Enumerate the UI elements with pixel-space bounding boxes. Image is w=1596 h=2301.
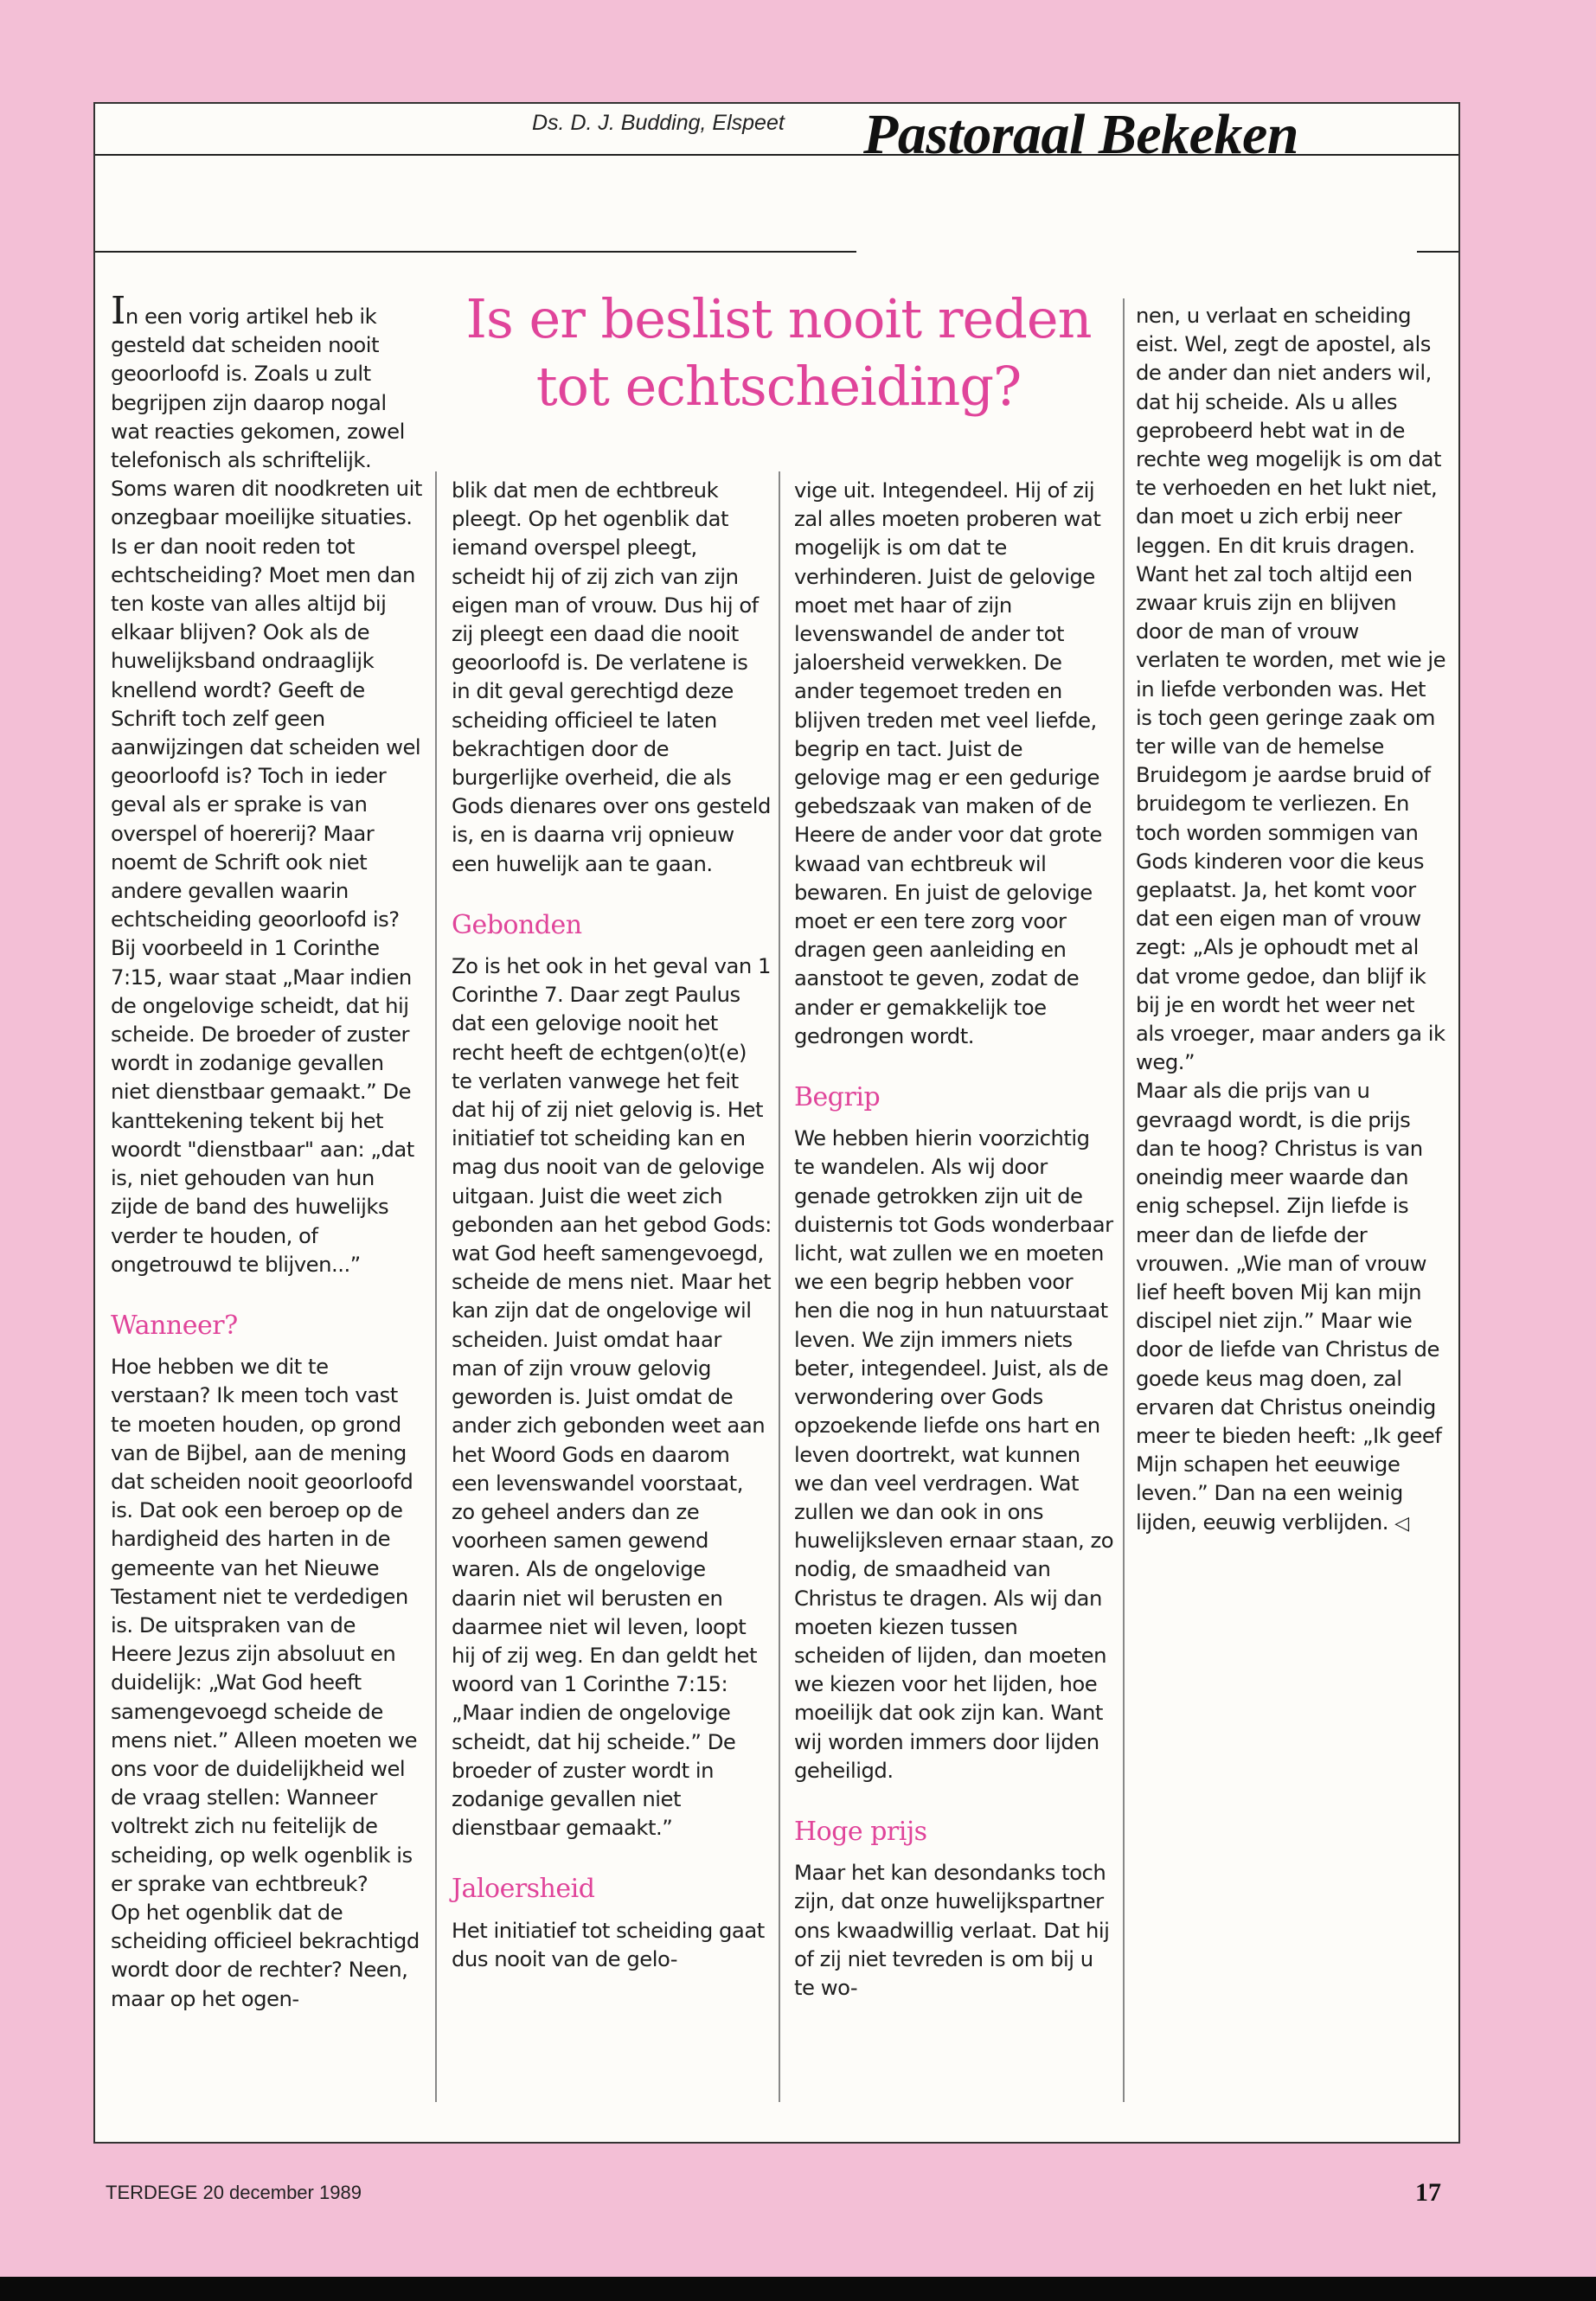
- paragraph: Zo is het ook in het geval van 1 Corinthe 7. Daar zegt Paulus dat een gelovige nooit het recht heeft de echtgen(o)t(e) te verlaten vanwege het feit dat hij of zij niet gelovig is. Het initiatief tot scheiding kan en mag dus nooit van de gelovige uitgaan. Juist die weet zich gebonden aan het gebod Gods: wat God heeft samengevoegd, scheide de mens niet. Maar het kan zijn dat de ongelovige wil scheiden. Juist omdat haar man of zijn vrouw gelovig geworden is. Juist omdat de ander zich gebonden weet aan het Woord Gods en daarom een levenswandel voorstaat, zo geheel anders dan ze voorheen samen gewend waren. Als de ongelovige daarin niet wil berusten en daarmee niet wil leven, loopt hij of zij weg. En dan geldt het woord van 1 Corinthe 7:15: „Maar indien de ongelovige scheidt, dat hij scheide.” De broeder of zuster wordt in zodanige gevallen niet dienstbaar gemaakt.”: [452, 953, 772, 1841]
- scan-bottom-edge: [0, 2277, 1596, 2301]
- paragraph: Hoe hebben we dit te verstaan? Ik meen toch vast te moeten houden, op grond van de Bijbel, aan de mening dat scheiden nooit geoorloofd is. Dat ook een beroep op de hardigheid des harten in de gemeente van het Nieuwe Testament niet te verdedigen is. De uitspraken van de Heere Jezus zijn absoluut en duidelijk: „Wat God heeft samengevoegd scheide de mens niet.” Alleen moeten we ons voor de duidelijkheid wel de vraag stellen: Wanneer voltrekt zich nu feitelijk de scheiding, op welk ogenblik is er sprake van echtbreuk?: [111, 1354, 418, 1896]
- article-column-2: [452, 476, 772, 1973]
- column-divider: [779, 471, 780, 2102]
- column-divider: [435, 471, 437, 2102]
- paragraph: blik dat men de echtbreuk pleegt. Op het ogenblik dat iemand overspel pleegt, scheidt hij of zij zich van zijn eigen man of vrouw. Dus hij of zij pleegt een daad die nooit geoorloofd is. De verlatene is in dit geval gerechtigd deze scheiding officieel te laten bekrachtigen door de burgerlijke overheid, die als Gods dienares over ons gesteld is, en is daarna vrij opnieuw een huwelijk aan te gaan.: [452, 478, 771, 876]
- page-number: 17: [1415, 2178, 1441, 2207]
- article-headline: Is er beslist nooit reden tot echtscheiding?: [465, 287, 1092, 418]
- subheading: Wanneer?: [111, 1310, 238, 1341]
- article-column-1: [111, 289, 422, 2013]
- footer-publication: TERDEGE 20 december 1989: [106, 2182, 362, 2203]
- section-title: Pastoraal Bekeken: [863, 103, 1298, 166]
- subheading: Gebonden: [452, 909, 582, 940]
- paragraph: Op het ogenblik dat de scheiding officieel bekrachtigd wordt door de rechter? Neen, maar op het ogen-: [111, 1899, 420, 2011]
- drop-cap: I: [111, 289, 125, 333]
- article-column-3: [794, 476, 1114, 2002]
- header-rule-right: [1417, 251, 1458, 253]
- column-divider: [1123, 298, 1125, 2102]
- paragraph: We hebben hierin voorzichtig te wandelen. Als wij door genade getrokken zijn uit de duisternis tot Gods wonderbaar licht, wat zullen we en moeten we een begrip hebben voor hen die nog in hun natuurstaat leven. We zijn immers niets beter, integendeel. Juist, als de verwondering over Gods opzoekende liefde ons hart en leven doortrekt, wat kunnen we dan veel verdragen. Wat zullen we dan ook in ons huwelijksleven ernaar staan, zo nodig, de smaadheid van Christus te dragen. Als wij dan moeten kiezen tussen scheiden of lijden, dan moeten we kiezen voor het lijden, hoe moeilijk dat ook zijn kan. Want wij worden immers door lijden geheiligd.: [794, 1125, 1114, 1783]
- paragraph: nen, u verlaat en scheiding eist. Wel, zegt de apostel, als de ander dan niet anders wil, dat hij scheide. Als u alles geprobeerd hebt wat in de rechte weg mogelijk is om dat te verhoeden en het lukt niet, dan moet u zich erbij neer leggen. En dit kruis dragen. Want het zal toch altijd een zwaar kruis zijn en blijven door de man of vrouw verlaten te worden, met wie je in liefde verbonden was. Het is toch geen geringe zaak om ter wille van de hemelse Bruidegom je aardse bruid of bruidegom te verliezen. En toch worden sommigen van Gods kinderen voor die keus geplaatst. Ja, het komt voor dat een eigen man of vrouw zegt: „Als je ophoudt met al dat vrome gedoe, dan blijf ik bij je en wordt het weer net als vroeger, maar anders ga ik weg.”: [1136, 303, 1446, 1075]
- subheading: Jaloersheid: [452, 1874, 595, 1905]
- end-mark-icon: ◁: [1394, 1512, 1409, 1535]
- paragraph: Maar als die prijs van u gevraagd wordt, is die prijs dan te hoog? Christus is van oneindig meer waarde dan enig schepsel. Zijn liefde is meer dan de liefde der vrouwen. „Wie man of vrouw lief heeft boven Mij kan mijn discipel niet zijn.” Maar wie door de liefde van Christus de goede keus mag doen, zal ervaren dat Christus oneindig meer te bieden heeft: „Ik geef Mijn schapen het eeuwige leven.” Dan na een weinig lijden, eeuwig verblijden. ◁: [1136, 1078, 1442, 1535]
- paragraph: Het initiatief tot scheiding gaat dus nooit van de gelo-: [452, 1917, 765, 1971]
- subheading: Hoge prijs: [794, 1816, 927, 1847]
- paragraph: vige uit. Integendeel. Hij of zij zal alles moeten proberen wat mogelijk is om dat te verhinderen. Juist de gelovige moet met haar of zijn levenswandel de ander tot jaloersheid verwekken. De ander tegemoet treden en blijven treden met veel liefde, begrip en tact. Juist de gelovige mag er een gedurige gebedszaak van maken of de Heere de ander voor dat grote kwaad van echtbreuk wil bewaren. En juist de gelovige moet er een tere zorg voor dragen geen aanleiding en aanstoot te geven, zodat de ander er gemakkelijk toe gedrongen wordt.: [794, 478, 1102, 1048]
- paragraph: Maar het kan desondanks toch zijn, dat onze huwelijkspartner ons kwaadwillig verlaat. Dat hij of zij niet tevreden is om bij u te wo-: [794, 1860, 1110, 2000]
- magazine-page: [93, 102, 1460, 2207]
- article-column-4: [1136, 301, 1447, 1538]
- author-byline: Ds. D. J. Budding, Elspeet: [532, 111, 785, 135]
- subheading: Begrip: [794, 1082, 881, 1113]
- header-rule-bottom: [95, 251, 856, 253]
- paragraph: In een vorig artikel heb ik gesteld dat scheiden nooit geoorloofd is. Zoals u zult begrijpen zijn daarop nogal wat reacties gekomen, zowel telefonisch als schriftelijk. Soms waren dit noodkreten uit onzegbaar moeilijke situaties. Is er dan nooit reden tot echtscheiding? Moet men dan ten koste van alles altijd bij elkaar blijven? Ook als de huwelijksband ondraaglijk knellend wordt? Geeft de Schrift toch zelf geen aanwijzingen dat scheiden wel geoorloofd is? Toch in ieder geval als er sprake is van overspel of hoererij? Maar noemt de Schrift ook niet andere gevallen waarin echtscheiding geoorloofd is? Bij voorbeeld in 1 Corinthe 7:15, waar staat „Maar indien de ongelovige scheidt, dat hij scheide. De broeder of zuster wordt in zodanige gevallen niet dienstbaar gemaakt.” De kanttekening tekent bij het woordt "dienstbaar" aan: „dat is, niet gehouden van hun zijde de band des huwelijks verder te houden, of ongetrouwd te blijven...”: [111, 289, 422, 1277]
